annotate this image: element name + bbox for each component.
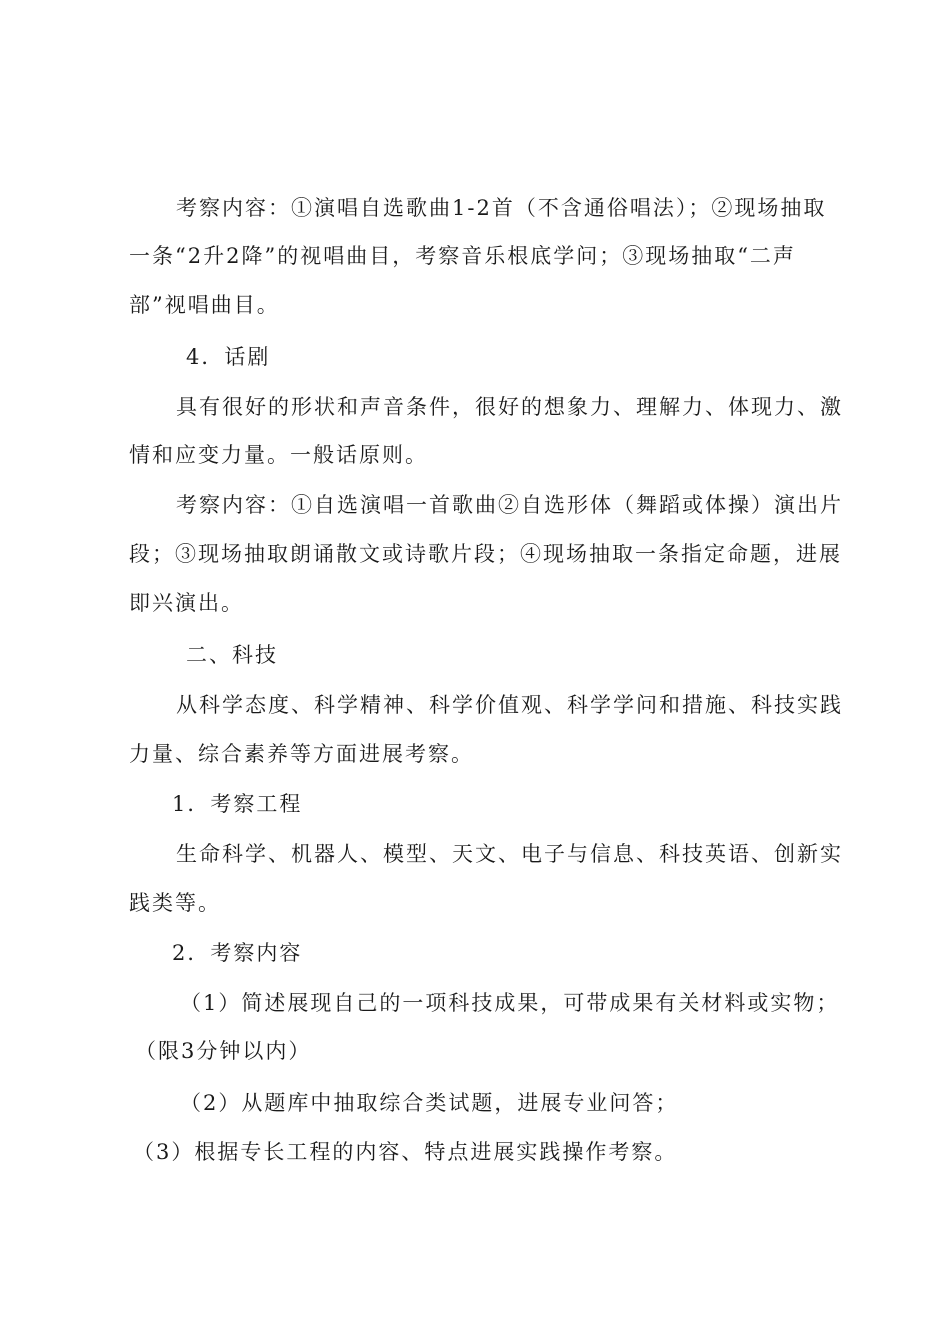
paragraph-line: 考察内容：①演唱自选歌曲1-2首（不含通俗唱法）；②现场抽取 xyxy=(176,196,827,220)
paragraph-line: 践类等。 xyxy=(129,891,221,915)
paragraph-line: （3）根据专长工程的内容、特点进展实践操作考察。 xyxy=(133,1140,678,1164)
paragraph-line: 情和应变力量。一般话原则。 xyxy=(129,443,428,467)
section-heading: 4．话剧 xyxy=(186,345,271,369)
paragraph-line: 部”视唱曲目。 xyxy=(129,293,280,317)
paragraph-line: 段；③现场抽取朗诵散文或诗歌片段；④现场抽取一条指定命题，进展 xyxy=(129,542,842,566)
paragraph-line: 考察内容：①自选演唱一首歌曲②自选形体（舞蹈或体操）演出片 xyxy=(176,493,843,517)
paragraph-line: 即兴演出。 xyxy=(129,591,244,615)
paragraph-line: （1）简述展现自己的一项科技成果，可带成果有关材料或实物； xyxy=(180,991,840,1015)
paragraph-line: 生命科学、机器人、模型、天文、电子与信息、科技英语、创新实 xyxy=(176,842,843,866)
paragraph-line: 从科学态度、科学精神、科学价值观、科学学问和措施、科技实践 xyxy=(176,693,843,717)
paragraph-line: 具有很好的形状和声音条件，很好的想象力、理解力、体现力、激 xyxy=(176,395,843,419)
paragraph-line: （限3分钟以内） xyxy=(135,1039,312,1063)
section-heading: 二、科技 xyxy=(186,643,278,667)
section-heading: 2．考察内容 xyxy=(172,941,303,965)
paragraph-line: 一条“2升2降”的视唱曲目，考察音乐根底学问；③现场抽取“二声 xyxy=(129,244,796,268)
paragraph-line: （2）从题库中抽取综合类试题，进展专业问答； xyxy=(180,1091,679,1115)
paragraph-line: 力量、综合素养等方面进展考察。 xyxy=(129,742,474,766)
section-heading: 1．考察工程 xyxy=(172,792,303,816)
